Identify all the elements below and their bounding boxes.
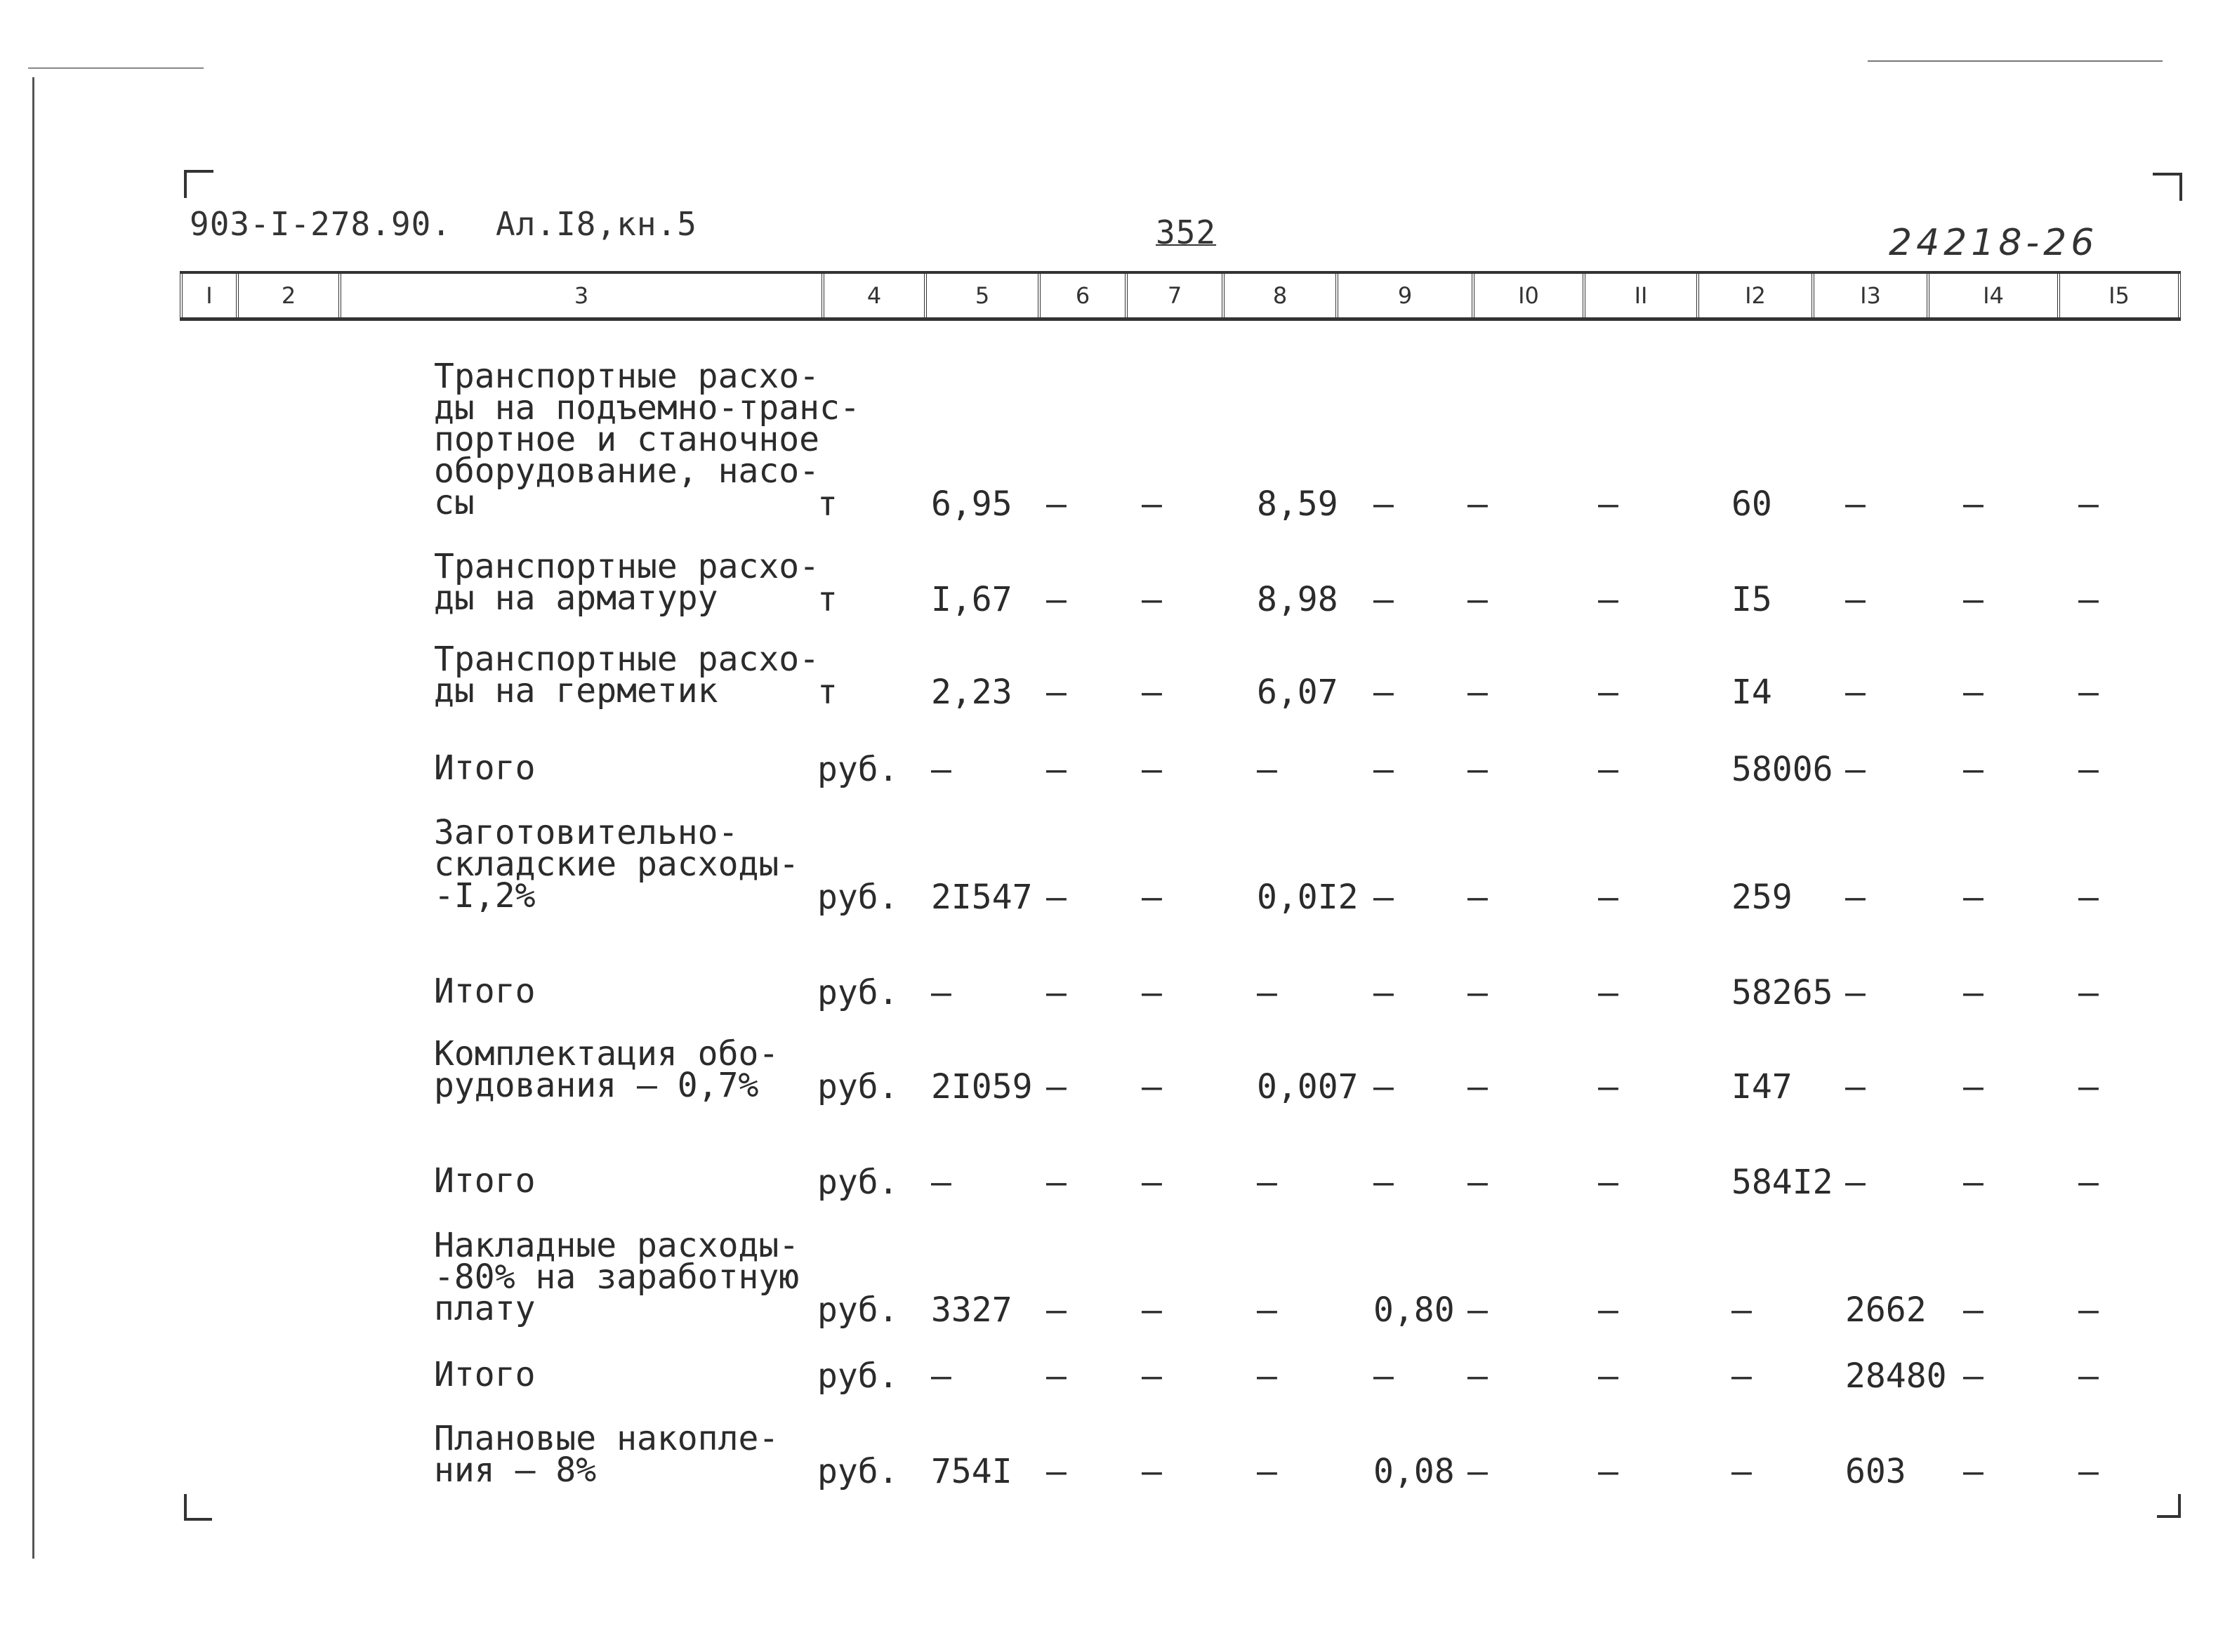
- row-description-line: -80% на заработную: [434, 1257, 800, 1297]
- value-cell-11: –: [1598, 750, 1618, 789]
- value-cell-12: I5: [1731, 580, 1772, 619]
- value-cell-13: –: [1845, 673, 1866, 712]
- value-cell-6: –: [1046, 580, 1067, 619]
- value-cell-13: –: [1845, 878, 1866, 917]
- value-cell-9: 0,80: [1373, 1290, 1455, 1330]
- value-cell-7: –: [1142, 673, 1162, 712]
- row-description: [434, 357, 860, 524]
- value-cell-7: –: [1142, 1067, 1162, 1106]
- value-cell-12: 584I2: [1731, 1163, 1833, 1202]
- value-cell-11: –: [1598, 1356, 1618, 1396]
- value-cell-9: –: [1373, 750, 1394, 789]
- row-description-line: ды на арматуру: [434, 579, 718, 618]
- corner-mark-bottom-right: [2157, 1494, 2181, 1518]
- value-cell-5: –: [931, 973, 951, 1012]
- value-cell-13: –: [1845, 1163, 1866, 1202]
- value-cell-12: I4: [1731, 673, 1772, 712]
- value-cell-5: –: [931, 1163, 951, 1202]
- column-number-13: I3: [1812, 274, 1927, 317]
- value-cell-9: –: [1373, 1067, 1394, 1106]
- value-cell-14: –: [1963, 750, 1984, 789]
- value-cell-13: –: [1845, 580, 1866, 619]
- value-cell-5: –: [931, 750, 951, 789]
- value-cell-13: –: [1845, 750, 1866, 789]
- inventory-number: 24218-26: [1889, 222, 2099, 264]
- document-code: 903-I-278.90.: [190, 205, 452, 243]
- value-cell-15: –: [2078, 1163, 2099, 1202]
- page-number: 352: [1156, 213, 1217, 251]
- value-cell-6: –: [1046, 878, 1067, 917]
- scan-mark-top-left: [28, 67, 204, 69]
- column-number-1: I: [180, 274, 236, 317]
- unit-cell: т: [817, 484, 838, 524]
- value-cell-10: –: [1467, 878, 1488, 917]
- row-description-line: сы: [434, 483, 475, 522]
- value-cell-15: –: [2078, 673, 2099, 712]
- column-number-7: 7: [1125, 274, 1222, 317]
- value-cell-14: –: [1963, 973, 1984, 1012]
- unit-cell: руб.: [817, 1067, 899, 1106]
- value-cell-12: –: [1731, 1356, 1752, 1396]
- value-cell-8: –: [1257, 750, 1277, 789]
- row-description: [434, 1034, 841, 1105]
- value-cell-13: 603: [1845, 1452, 1906, 1491]
- row-description-line: Заготовительно-: [434, 813, 739, 852]
- column-number-6: 6: [1038, 274, 1125, 317]
- row-description-line: плату: [434, 1289, 536, 1328]
- column-number-10: I0: [1472, 274, 1583, 317]
- corner-mark-bottom-left: [184, 1494, 212, 1521]
- album-reference: Ал.I8,кн.5: [496, 205, 697, 243]
- value-cell-6: –: [1046, 1290, 1067, 1330]
- value-cell-5: 3327: [931, 1290, 1012, 1330]
- value-cell-5: I,67: [931, 580, 1012, 619]
- value-cell-12: 58265: [1731, 973, 1833, 1012]
- value-cell-7: –: [1142, 580, 1162, 619]
- value-cell-14: –: [1963, 484, 1984, 524]
- value-cell-14: –: [1963, 673, 1984, 712]
- row-description-line: Накладные расходы-: [434, 1226, 800, 1265]
- unit-cell: руб.: [817, 1290, 899, 1330]
- value-cell-8: –: [1257, 1163, 1277, 1202]
- row-description-line: ния – 8%: [434, 1451, 597, 1490]
- value-cell-10: –: [1467, 750, 1488, 789]
- value-cell-12: 58006: [1731, 750, 1833, 789]
- value-cell-11: –: [1598, 580, 1618, 619]
- row-description-line: Плановые накопле-: [434, 1419, 779, 1458]
- value-cell-7: –: [1142, 750, 1162, 789]
- column-number-5: 5: [924, 274, 1038, 317]
- value-cell-12: –: [1731, 1290, 1752, 1330]
- value-cell-11: –: [1598, 1452, 1618, 1491]
- value-cell-7: –: [1142, 1356, 1162, 1396]
- value-cell-8: 8,59: [1257, 484, 1338, 524]
- value-cell-7: –: [1142, 1452, 1162, 1491]
- unit-cell: руб.: [817, 973, 899, 1012]
- row-description-line: Итого: [434, 1355, 536, 1394]
- unit-cell: руб.: [817, 1163, 899, 1202]
- row-description: [434, 547, 841, 619]
- value-cell-5: 6,95: [931, 484, 1012, 524]
- value-cell-9: –: [1373, 1356, 1394, 1396]
- value-cell-15: –: [2078, 973, 2099, 1012]
- row-description-line: Итого: [434, 748, 536, 788]
- value-cell-9: –: [1373, 484, 1394, 524]
- value-cell-8: 6,07: [1257, 673, 1338, 712]
- value-cell-8: –: [1257, 1290, 1277, 1330]
- value-cell-9: –: [1373, 580, 1394, 619]
- value-cell-11: –: [1598, 673, 1618, 712]
- value-cell-6: –: [1046, 1163, 1067, 1202]
- row-description-line: Итого: [434, 972, 536, 1011]
- row-description-line: Комплектация обо-: [434, 1034, 779, 1073]
- value-cell-13: –: [1845, 973, 1866, 1012]
- row-description-line: оборудование, насо-: [434, 451, 820, 491]
- value-cell-13: 28480: [1845, 1356, 1947, 1396]
- row-description-line: ды на герметик: [434, 671, 718, 711]
- value-cell-11: –: [1598, 878, 1618, 917]
- row-description: [434, 813, 841, 916]
- value-cell-14: –: [1963, 1452, 1984, 1491]
- value-cell-7: –: [1142, 1290, 1162, 1330]
- value-cell-10: –: [1467, 1452, 1488, 1491]
- corner-mark-top-left: [184, 170, 213, 198]
- value-cell-10: –: [1467, 1067, 1488, 1106]
- scan-edge-left: [32, 77, 34, 1559]
- value-cell-5: –: [931, 1356, 951, 1396]
- value-cell-10: –: [1467, 973, 1488, 1012]
- value-cell-14: –: [1963, 878, 1984, 917]
- unit-cell: руб.: [817, 750, 899, 789]
- value-cell-12: –: [1731, 1452, 1752, 1491]
- value-cell-6: –: [1046, 673, 1067, 712]
- value-cell-15: –: [2078, 878, 2099, 917]
- value-cell-5: 2I059: [931, 1067, 1033, 1106]
- column-number-12: I2: [1696, 274, 1812, 317]
- value-cell-12: I47: [1731, 1067, 1793, 1106]
- row-description: [434, 1419, 841, 1490]
- row-description-line: рудования – 0,7%: [434, 1066, 759, 1105]
- value-cell-14: –: [1963, 1356, 1984, 1396]
- row-description: [434, 1161, 841, 1201]
- unit-cell: руб.: [817, 878, 899, 917]
- column-number-9: 9: [1335, 274, 1472, 317]
- value-cell-14: –: [1963, 1067, 1984, 1106]
- value-cell-10: –: [1467, 580, 1488, 619]
- value-cell-6: –: [1046, 750, 1067, 789]
- value-cell-6: –: [1046, 1067, 1067, 1106]
- value-cell-11: –: [1598, 484, 1618, 524]
- value-cell-14: –: [1963, 1163, 1984, 1202]
- value-cell-5: 2I547: [931, 878, 1033, 917]
- row-description: [434, 972, 841, 1011]
- value-cell-10: –: [1467, 1163, 1488, 1202]
- column-number-11: II: [1583, 274, 1696, 317]
- unit-cell: руб.: [817, 1452, 899, 1491]
- value-cell-13: 2662: [1845, 1290, 1927, 1330]
- value-cell-8: 8,98: [1257, 580, 1338, 619]
- value-cell-9: 0,08: [1373, 1452, 1455, 1491]
- row-description-line: складские расходы-: [434, 845, 800, 884]
- column-number-15: I5: [2057, 274, 2181, 317]
- value-cell-15: –: [2078, 580, 2099, 619]
- value-cell-11: –: [1598, 1290, 1618, 1330]
- value-cell-9: –: [1373, 1163, 1394, 1202]
- value-cell-12: 259: [1731, 878, 1793, 917]
- value-cell-8: –: [1257, 1356, 1277, 1396]
- value-cell-13: –: [1845, 484, 1866, 524]
- column-number-4: 4: [821, 274, 924, 317]
- value-cell-7: –: [1142, 973, 1162, 1012]
- value-cell-10: –: [1467, 484, 1488, 524]
- value-cell-14: –: [1963, 580, 1984, 619]
- value-cell-15: –: [2078, 1290, 2099, 1330]
- row-description-line: ды на подъемно-транс-: [434, 388, 860, 428]
- row-description-line: Транспортные расхо-: [434, 547, 820, 586]
- value-cell-9: –: [1373, 973, 1394, 1012]
- value-cell-8: 0,0I2: [1257, 878, 1359, 917]
- row-description-line: Транспортные расхо-: [434, 357, 820, 396]
- value-cell-10: –: [1467, 673, 1488, 712]
- unit-cell: т: [817, 673, 838, 712]
- value-cell-15: –: [2078, 484, 2099, 524]
- value-cell-9: –: [1373, 673, 1394, 712]
- corner-mark-top-right: [2153, 173, 2182, 201]
- value-cell-8: –: [1257, 1452, 1277, 1491]
- row-description: [434, 1355, 841, 1394]
- column-number-14: I4: [1927, 274, 2057, 317]
- row-description: [434, 748, 841, 788]
- row-description-line: -I,2%: [434, 876, 536, 916]
- unit-cell: руб.: [817, 1356, 899, 1396]
- value-cell-5: 754I: [931, 1452, 1012, 1491]
- scan-mark-top-right: [1868, 60, 2163, 62]
- value-cell-14: –: [1963, 1290, 1984, 1330]
- row-description-line: портное и станочное: [434, 420, 820, 459]
- value-cell-10: –: [1467, 1356, 1488, 1396]
- column-number-header: [180, 271, 2181, 321]
- unit-cell: т: [817, 580, 838, 619]
- value-cell-15: –: [2078, 1452, 2099, 1491]
- row-description: [434, 1226, 841, 1328]
- row-description-line: Транспортные расхо-: [434, 640, 820, 679]
- value-cell-6: –: [1046, 973, 1067, 1012]
- value-cell-6: –: [1046, 484, 1067, 524]
- value-cell-8: –: [1257, 973, 1277, 1012]
- value-cell-6: –: [1046, 1356, 1067, 1396]
- value-cell-8: 0,007: [1257, 1067, 1359, 1106]
- value-cell-7: –: [1142, 878, 1162, 917]
- value-cell-10: –: [1467, 1290, 1488, 1330]
- value-cell-15: –: [2078, 1067, 2099, 1106]
- value-cell-13: –: [1845, 1067, 1866, 1106]
- value-cell-15: –: [2078, 1356, 2099, 1396]
- value-cell-11: –: [1598, 1067, 1618, 1106]
- column-number-2: 2: [236, 274, 338, 317]
- column-number-3: 3: [338, 274, 821, 317]
- row-description-line: Итого: [434, 1161, 536, 1201]
- value-cell-11: –: [1598, 973, 1618, 1012]
- column-number-8: 8: [1222, 274, 1335, 317]
- value-cell-12: 60: [1731, 484, 1772, 524]
- value-cell-11: –: [1598, 1163, 1618, 1202]
- value-cell-9: –: [1373, 878, 1394, 917]
- row-description: [434, 640, 841, 712]
- value-cell-7: –: [1142, 1163, 1162, 1202]
- value-cell-5: 2,23: [931, 673, 1012, 712]
- value-cell-15: –: [2078, 750, 2099, 789]
- value-cell-7: –: [1142, 484, 1162, 524]
- value-cell-6: –: [1046, 1452, 1067, 1491]
